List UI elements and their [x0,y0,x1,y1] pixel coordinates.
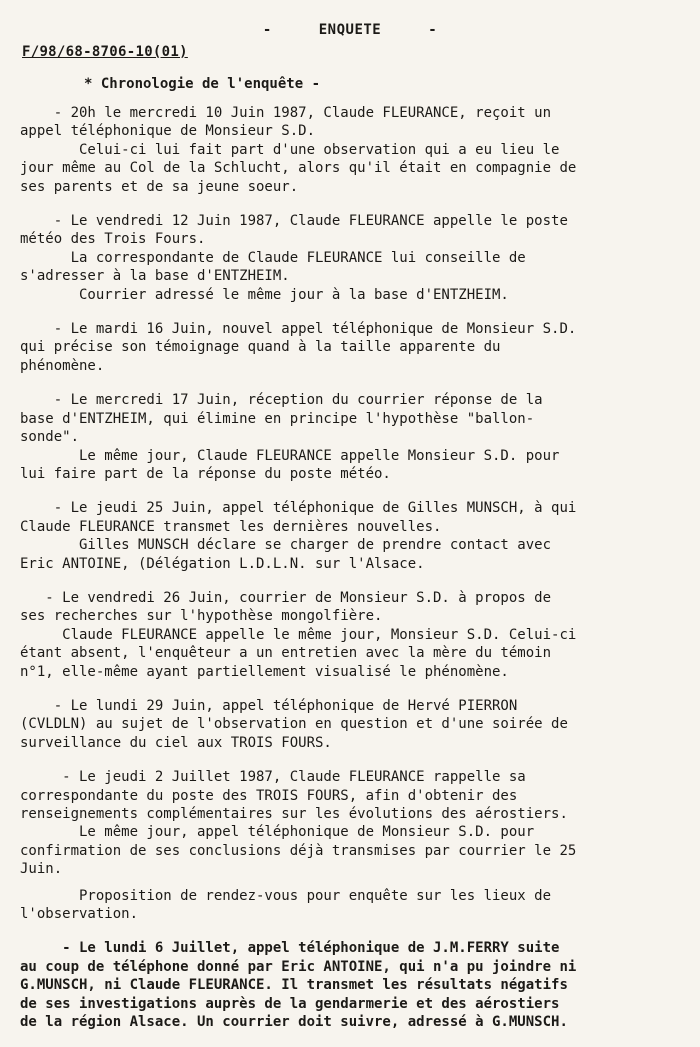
chronology-entry [20,697,692,752]
chronology-entry [20,499,692,573]
entry-line: base d'ENTZHEIM, qui élimine en principe l'hypothèse "ballon- [20,410,535,427]
entry-line: appel téléphonique de Monsieur S.D. [20,123,316,140]
chronology-entry [20,104,692,196]
chronology-entry [20,212,692,304]
entry-line: Gilles MUNSCH déclare se charger de prendre contact avec [20,537,552,554]
entry-line: de la région Alsace. Un courrier doit suivre, adressé à G.MUNSCH. [20,1014,568,1031]
entry-line: confirmation de ses conclusions déjà transmises par courrier le 25 [20,842,577,859]
entry-line: jour même au Col de la Schlucht, alors qu'il était en compagnie de [20,160,577,177]
entry-line: G.MUNSCH, ni Claude FLEURANCE. Il transmet les résultats négatifs [20,977,568,994]
entry-line: qui précise son témoignage quand à la taille apparente du [20,339,501,356]
entry-line: au coup de téléphone donné par Eric ANTOINE, qui n'a pu joindre ni [20,958,577,975]
entry-line: - 20h le mercredi 10 Juin 1987, Claude FLEURANCE, reçoit un [20,105,552,121]
chronology-entry [20,589,692,681]
entry-line: s'adresser à la base d'ENTZHEIM. [20,268,290,285]
chronology-entry [20,939,692,1031]
entry-line: renseignements complémentaires sur les évolutions des aérostiers. [20,806,568,822]
entry-line: phénomène. [20,357,105,374]
chronology-entry [20,391,692,483]
entry-line: - Le jeudi 25 Juin, appel téléphonique de Gilles MUNSCH, à qui [20,500,577,517]
entry-line [20,879,692,887]
header-dash-right: - [428,22,438,38]
entry-line: sonde". [20,429,80,446]
entry-line: Claude FLEURANCE appelle le même jour, Monsieur S.D. Celui-ci [20,626,577,643]
section-subtitle: * Chronologie de l'enquête - [84,76,321,92]
entry-line: - Le vendredi 26 Juin, courrier de Monsieur S.D. à propos de [20,589,552,606]
entry-line: Eric ANTOINE, (Délégation L.D.L.N. sur l'Alsace. [20,555,425,572]
entry-line: ses recherches sur l'hypothèse mongolfière. [20,608,383,625]
document-header [0,22,700,38]
entry-line: - Le vendredi 12 Juin 1987, Claude FLEURANCE appelle le poste [20,213,568,230]
entry-line: (CVLDLN) au sujet de l'observation en question et d'une soirée de [20,716,568,733]
entry-line: l'observation. [20,906,139,923]
entry-line: météo des Trois Fours. [20,231,206,248]
entry-line: La correspondante de Claude FLEURANCE lui conseille de [20,249,526,266]
entry-line: étant absent, l'enquêteur a un entretien avec la mère du témoin [20,645,552,662]
entry-line: Celui-ci lui fait part d'une observation qui a eu lieu le [20,141,560,158]
entry-line: Le même jour, appel téléphonique de Monsieur S.D. pour [20,824,535,841]
entry-line: Courrier adressé le même jour à la base d'ENTZHEIM. [20,286,509,303]
entry-line: correspondante du poste des TROIS FOURS, afin d'obtenir des [20,787,518,804]
entry-line: - Le jeudi 2 Juillet 1987, Claude FLEURANCE rappelle sa [20,769,526,786]
entry-line: Claude FLEURANCE transmet les dernières nouvelles. [20,518,442,535]
document-title: ENQUETE [318,22,382,38]
entry-line: Le même jour, Claude FLEURANCE appelle Monsieur S.D. pour [20,447,560,464]
chronology-entry [20,320,692,375]
entry-line: de ses investigations auprès de la gendarmerie et des aérostiers [20,995,560,1012]
entry-line: n°1, elle-même ayant partiellement visualisé le phénomène. [20,663,509,680]
entry-line: surveillance du ciel aux TROIS FOURS. [20,734,332,751]
entry-line: - Le lundi 29 Juin, appel téléphonique de Hervé PIERRON [20,697,518,714]
chronology-body [20,104,692,1047]
entry-line: - Le lundi 6 Juillet, appel téléphonique de J.M.FERRY suite [20,940,560,957]
entry-line: Proposition de rendez-vous pour enquête sur les lieux de [20,887,552,904]
chronology-entry [20,768,692,923]
entry-line: ses parents et de sa jeune soeur. [20,178,299,195]
entry-line: - Le mercredi 17 Juin, réception du courrier réponse de la [20,392,543,409]
header-dash-left: - [262,22,272,38]
entry-line: Juin. [20,861,63,878]
entry-line: - Le mardi 16 Juin, nouvel appel téléphonique de Monsieur S.D. [20,321,577,338]
entry-line: lui faire part de la réponse du poste météo. [20,465,391,482]
reference-number: F/98/68-8706-10(01) [22,44,188,60]
